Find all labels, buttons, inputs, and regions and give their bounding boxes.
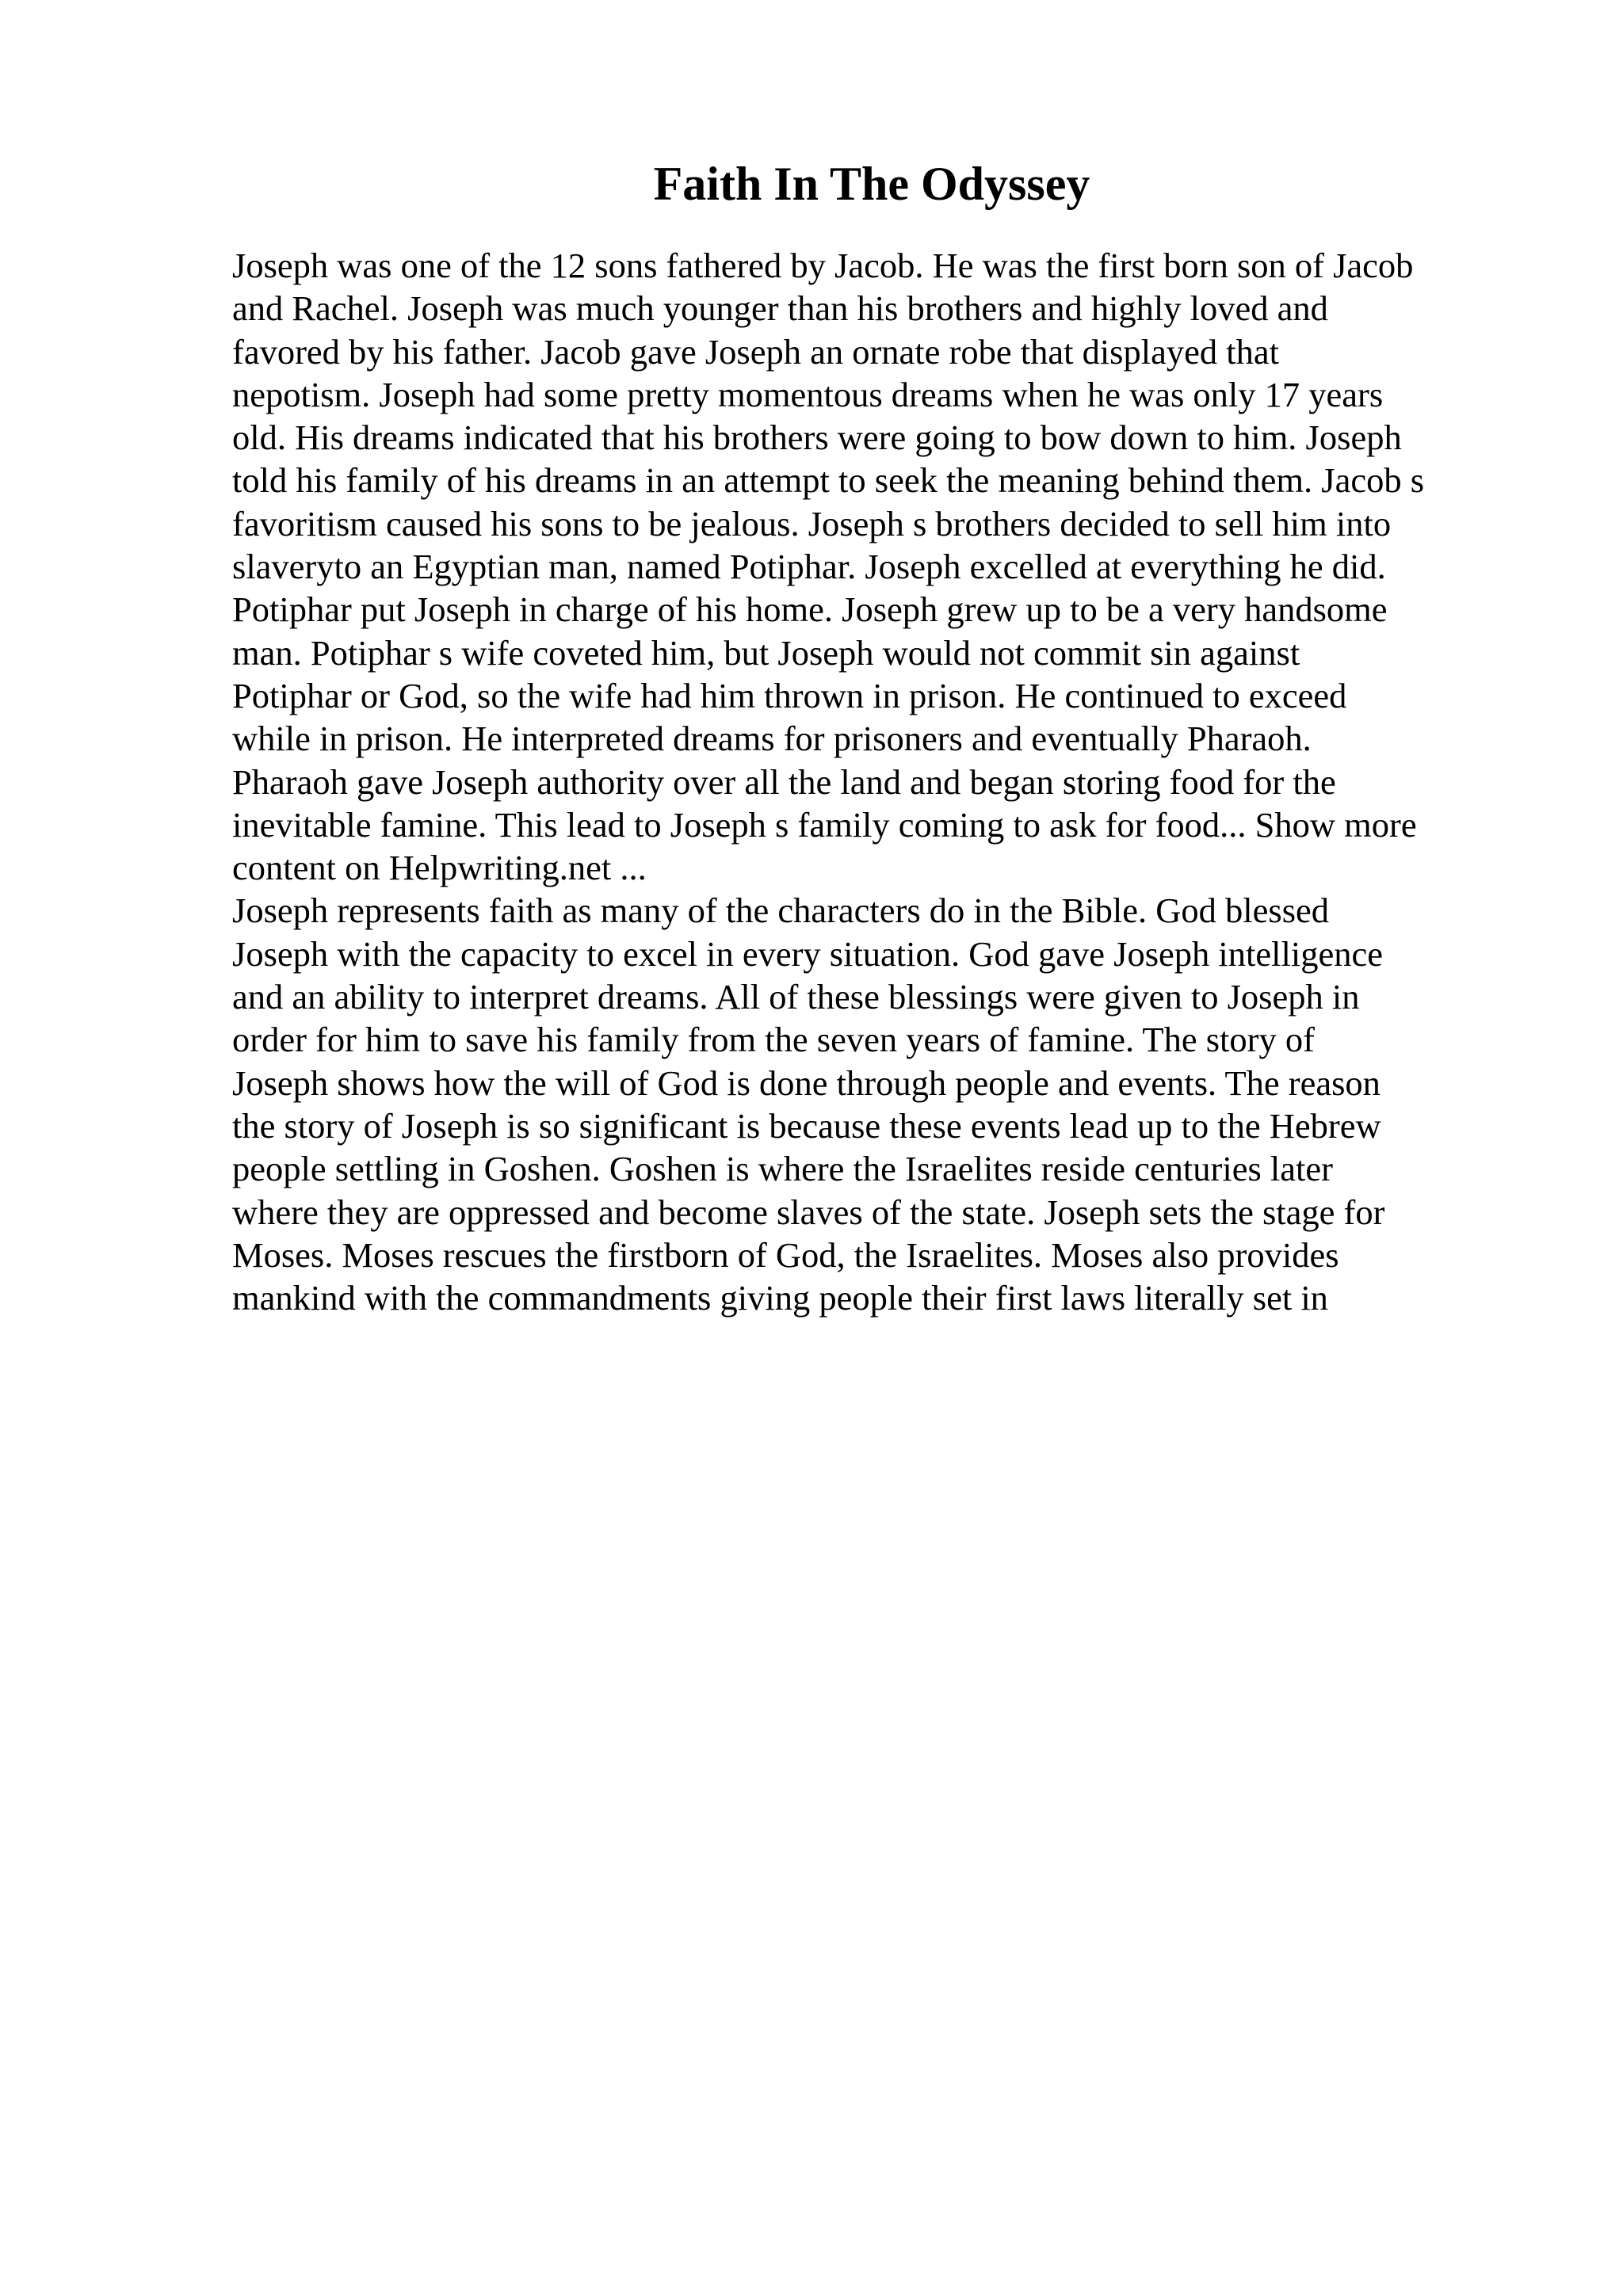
text-line: Pharaoh gave Joseph authority over all the land and began storing food for the [232,761,1336,802]
text-line: old. His dreams indicated that his brothers were going to bow down to him. Joseph [232,418,1402,458]
document-body [232,244,1516,1319]
text-line: Moses. Moses rescues the firstborn of God, the Israelites. Moses also provides [232,1234,1339,1275]
text-line: slaveryto an Egyptian man, named Potiphar. Joseph excelled at everything he did. [232,547,1386,587]
text-line: man. Potiphar s wife coveted him, but Joseph would not commit sin against [232,632,1300,673]
text-line: favoritism caused his sons to be jealous. Joseph s brothers decided to sell him into [232,503,1392,543]
text-line: Joseph with the capacity to excel in every situation. God gave Joseph intelligence [232,933,1384,974]
text-line: Joseph was one of the 12 sons fathered by Jacob. He was the first born son of Jacob [232,246,1414,285]
text-line: told his family of his dreams in an attempt to seek the meaning behind them. Jacob s [232,460,1425,501]
text-line: nepotism. Joseph had some pretty momentous dreams when he was only 17 years [232,374,1384,414]
text-line: inevitable famine. This lead to Joseph s family coming to ask for food... Show more [232,804,1417,845]
text-line: Joseph shows how the will of God is done through people and events. The reason [232,1062,1381,1103]
text-line: the story of Joseph is so significant is because these events lead up to the Hebrew [232,1105,1381,1146]
text-line: where they are oppressed and become slaves of the state. Joseph sets the stage for [232,1192,1385,1232]
document-title: Faith In The Odyssey [653,158,1090,210]
text-line: Potiphar put Joseph in charge of his home. Joseph grew up to be a very handsome [232,589,1388,630]
text-line: content on Helpwriting.net ... [232,848,647,888]
text-line: Potiphar or God, so the wife had him thrown in prison. He continued to exceed [232,675,1347,715]
text-line: and Rachel. Joseph was much younger than his brothers and highly loved and [232,288,1328,329]
text-line: while in prison. He interpreted dreams for prisoners and eventually Pharaoh. [232,719,1312,759]
text-line: Joseph represents faith as many of the characters do in the Bible. God blessed [232,891,1330,931]
text-line: and an ability to interpret dreams. All of these blessings were given to Joseph in [232,977,1360,1017]
text-line: favored by his father. Jacob gave Joseph an ornate robe that displayed that [232,331,1279,372]
text-line: mankind with the commandments giving people their first laws literally set in [232,1278,1328,1318]
text-line: people settling in Goshen. Goshen is where the Israelites reside centuries later [232,1149,1333,1189]
text-line: order for him to save his family from the seven years of famine. The story of [232,1020,1315,1060]
